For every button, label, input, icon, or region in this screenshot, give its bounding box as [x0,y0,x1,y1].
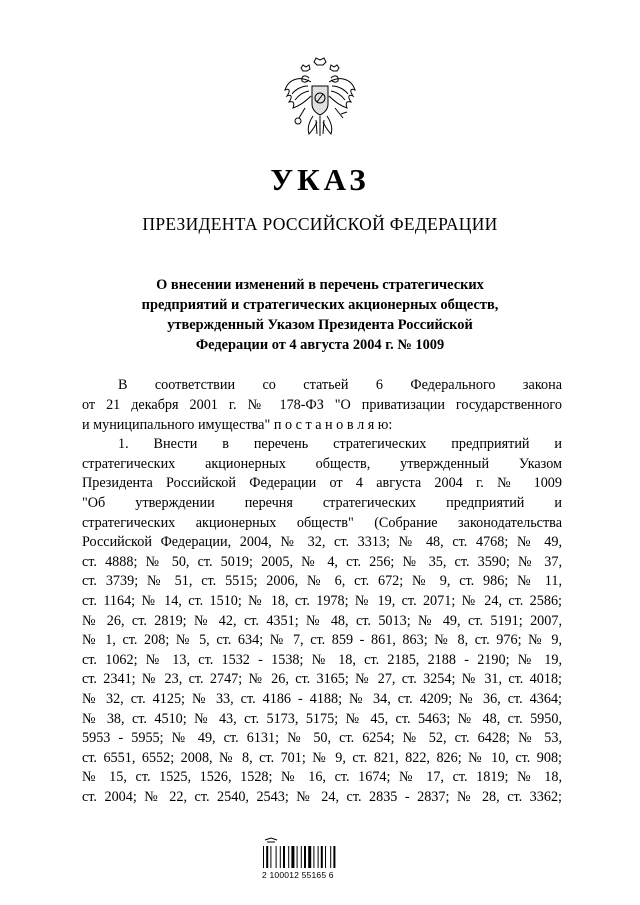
body-line: ст. 1164; № 14, ст. 1510; № 18, ст. 1978; № 19, ст. 2071; № 24, ст. 2586; [82,593,562,609]
body-line: № 15, ст. 1525, 1526, 1528; № 16, ст. 1674; № 17, ст. 1819; № 18, [82,769,562,785]
barcode-bar [318,846,319,868]
barcode-bar [301,846,302,868]
body-line: ст. 6551, 6552; 2008, № 8, ст. 701; № 9, ст. 821, 822, 826; № 10, ст. 908; [82,750,562,766]
barcode-bar [333,846,335,868]
heading-line: утвержденный Указом Президента Российской [167,317,473,333]
barcode-bar [270,846,271,868]
barcode-bar [283,846,285,868]
body-line: В соответствии со статьей 6 Федерального закона [118,377,562,393]
heading-line: предприятий и стратегических акционерных обществ, [141,297,499,313]
heading-line: О внесении изменений в перечень стратегических [156,277,484,293]
body-line: стратегических акционерных обществ, утвержденный Указом [82,456,562,472]
barcode-bar [325,846,326,868]
body-line: 5953 - 5955; № 49, ст. 6131; № 50, ст. 6254; № 52, ст. 6428; № 53, [82,730,562,746]
body-line: ст. 2004; № 22, ст. 2540, 2543; № 24, ст. 2835 - 2837; № 28, ст. 3362; [82,789,562,805]
body-line: и муниципального имущества" п о с т а н о в л я ю: [82,417,393,433]
barcode-bar [266,846,268,868]
decree-issuer: ПРЕЗИДЕНТА РОССИЙСКОЙ ФЕДЕРАЦИИ [142,214,498,234]
decree-title: УКАЗ [270,162,370,197]
barcode-bar [291,846,294,868]
body-line: от 21 декабря 2001 г. № 178-ФЗ "О приватизации государственного [82,397,562,413]
decree-heading [100,275,540,355]
coat-of-arms-icon [279,56,361,146]
body-line: ст. 3739; № 51, ст. 5515; 2006, № 6, ст. 672; № 9, ст. 986; № 11, [82,573,562,589]
barcode-bar [313,846,314,868]
barcode-bar [308,846,311,868]
barcode-bar [263,846,264,868]
barcode-bar [304,846,306,868]
body-line: "Об утверждении перечня стратегических предприятий и [82,495,562,511]
body-line: ст. 4888; № 50, ст. 5019; 2005, № 4, ст. 256; № 35, ст. 3590; № 37, [82,554,562,570]
body-line: № 32, ст. 4125; № 33, ст. 4186 - 4188; № 34, ст. 4209; № 36, ст. 4364; [82,691,562,707]
body-line: № 1, ст. 208; № 5, ст. 634; № 7, ст. 859 - 861, 863; № 8, ст. 976; № 9, [82,632,562,648]
barcode-bar [321,846,323,868]
body-line: ст. 2341; № 23, ст. 2747; № 26, ст. 3165; № 27, ст. 3254; № 31, ст. 4018; [82,671,562,687]
barcode-bar [280,846,281,868]
barcode-bar [330,846,331,868]
barcode-number: 2 100012 55165 6 [262,870,334,880]
body-line: Президента Российской Федерации от 4 августа 2004 г. № 1009 [82,475,562,491]
barcode-bar [297,846,298,868]
body-line: № 26, ст. 2819; № 42, ст. 4351; № 48, ст. 5013; № 49, ст. 5191; 2007, [82,613,562,629]
body-line: ст. 1062; № 13, ст. 1532 - 1538; № 18, ст. 2185, 2188 - 2190; № 19, [82,652,562,668]
body-line: 1. Внести в перечень стратегических предприятий и [118,436,562,452]
barcode-icon [261,836,337,896]
barcode-bar [288,846,289,868]
heading-line: Федерации от 4 августа 2004 г. № 1009 [195,337,445,353]
barcode-bar [276,846,277,868]
body-line: № 38, ст. 4510; № 43, ст. 5173, 5175; № 45, ст. 5463; № 48, ст. 5950, [82,711,562,727]
body-line: стратегических акционерных обществ" (Собрание законодательства [82,515,562,531]
body-line: Российской Федерации, 2004, № 32, ст. 3313; № 48, ст. 4768; № 49, [82,534,562,550]
